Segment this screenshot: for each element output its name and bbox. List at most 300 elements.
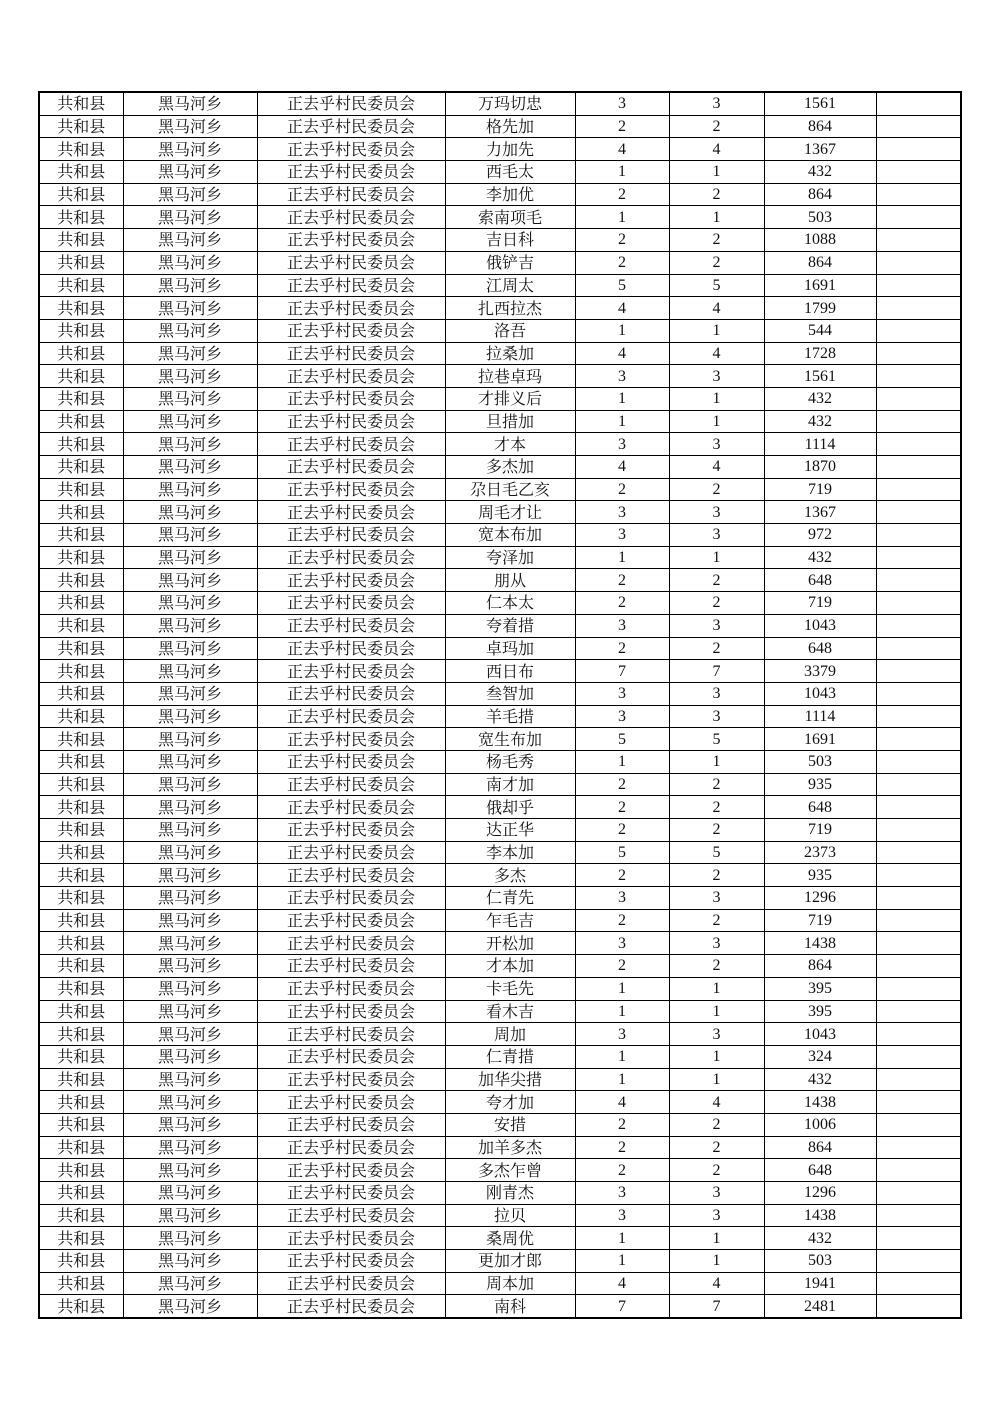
name-cell: 多杰乍曾 [445,1159,575,1182]
household-size-cell: 1 [575,546,669,569]
covered-persons-cell: 1 [669,1227,764,1250]
household-size-cell: 4 [575,1091,669,1114]
household-size-cell: 2 [575,251,669,274]
village-committee-cell: 正去乎村民委员会 [257,909,445,932]
household-size-cell: 5 [575,728,669,751]
covered-persons-cell: 4 [669,297,764,320]
covered-persons-cell: 3 [669,365,764,388]
county-cell: 共和县 [39,1250,123,1273]
amount-cell: 1296 [764,1182,876,1205]
name-cell: 吉日科 [445,229,575,252]
table-row [39,705,961,728]
remark-cell [876,682,961,705]
amount-cell: 1941 [764,1272,876,1295]
township-cell: 黑马河乡 [123,183,257,206]
remark-cell [876,1136,961,1159]
remark-cell [876,1250,961,1273]
township-cell: 黑马河乡 [123,251,257,274]
township-cell: 黑马河乡 [123,1091,257,1114]
township-cell: 黑马河乡 [123,614,257,637]
household-size-cell: 1 [575,977,669,1000]
village-committee-cell: 正去乎村民委员会 [257,433,445,456]
table-row [39,1159,961,1182]
table-row [39,1182,961,1205]
county-cell: 共和县 [39,1045,123,1068]
amount-cell: 1728 [764,342,876,365]
amount-cell: 1114 [764,433,876,456]
remark-cell [876,161,961,184]
remark-cell [876,365,961,388]
county-cell: 共和县 [39,705,123,728]
household-size-cell: 3 [575,682,669,705]
township-cell: 黑马河乡 [123,841,257,864]
covered-persons-cell: 2 [669,1113,764,1136]
covered-persons-cell: 1 [669,546,764,569]
remark-cell [876,183,961,206]
household-size-cell: 2 [575,909,669,932]
township-cell: 黑马河乡 [123,1272,257,1295]
covered-persons-cell: 2 [669,251,764,274]
remark-cell [876,1045,961,1068]
village-committee-cell: 正去乎村民委员会 [257,728,445,751]
township-cell: 黑马河乡 [123,977,257,1000]
township-cell: 黑马河乡 [123,1023,257,1046]
township-cell: 黑马河乡 [123,1000,257,1023]
covered-persons-cell: 1 [669,161,764,184]
table-row [39,478,961,501]
amount-cell: 432 [764,387,876,410]
remark-cell [876,569,961,592]
amount-cell: 3379 [764,660,876,683]
county-cell: 共和县 [39,614,123,637]
township-cell: 黑马河乡 [123,115,257,138]
table-row [39,887,961,910]
name-cell: 仁本太 [445,592,575,615]
table-body [39,92,961,1318]
county-cell: 共和县 [39,660,123,683]
table-row [39,819,961,842]
township-cell: 黑马河乡 [123,728,257,751]
village-committee-cell: 正去乎村民委员会 [257,1295,445,1318]
amount-cell: 648 [764,569,876,592]
table-row [39,1250,961,1273]
household-size-cell: 2 [575,1159,669,1182]
table-row [39,1227,961,1250]
amount-cell: 972 [764,524,876,547]
county-cell: 共和县 [39,1204,123,1227]
remark-cell [876,1295,961,1318]
county-cell: 共和县 [39,1023,123,1046]
household-size-cell: 3 [575,365,669,388]
household-size-cell: 2 [575,773,669,796]
amount-cell: 1114 [764,705,876,728]
village-committee-cell: 正去乎村民委员会 [257,569,445,592]
township-cell: 黑马河乡 [123,955,257,978]
township-cell: 黑马河乡 [123,274,257,297]
table-row [39,1272,961,1295]
township-cell: 黑马河乡 [123,1250,257,1273]
covered-persons-cell: 2 [669,229,764,252]
name-cell: 洛吾 [445,319,575,342]
remark-cell [876,1204,961,1227]
remark-cell [876,1113,961,1136]
amount-cell: 1367 [764,138,876,161]
table-row [39,92,961,115]
name-cell: 俄却乎 [445,796,575,819]
amount-cell: 864 [764,115,876,138]
amount-cell: 1043 [764,682,876,705]
household-size-cell: 1 [575,387,669,410]
table-row [39,1091,961,1114]
amount-cell: 1799 [764,297,876,320]
table-row [39,206,961,229]
household-size-cell: 2 [575,796,669,819]
covered-persons-cell: 3 [669,1182,764,1205]
amount-cell: 432 [764,546,876,569]
county-cell: 共和县 [39,1295,123,1318]
name-cell: 力加先 [445,138,575,161]
amount-cell: 719 [764,478,876,501]
covered-persons-cell: 4 [669,138,764,161]
remark-cell [876,1068,961,1091]
village-committee-cell: 正去乎村民委员会 [257,138,445,161]
name-cell: 叁智加 [445,682,575,705]
amount-cell: 1561 [764,365,876,388]
covered-persons-cell: 5 [669,728,764,751]
amount-cell: 503 [764,206,876,229]
name-cell: 俄铲吉 [445,251,575,274]
covered-persons-cell: 2 [669,183,764,206]
remark-cell [876,887,961,910]
table-row [39,501,961,524]
village-committee-cell: 正去乎村民委员会 [257,1227,445,1250]
township-cell: 黑马河乡 [123,546,257,569]
village-committee-cell: 正去乎村民委员会 [257,524,445,547]
village-committee-cell: 正去乎村民委员会 [257,932,445,955]
name-cell: 格先加 [445,115,575,138]
remark-cell [876,977,961,1000]
county-cell: 共和县 [39,1272,123,1295]
name-cell: 安措 [445,1113,575,1136]
township-cell: 黑马河乡 [123,138,257,161]
name-cell: 卓玛加 [445,637,575,660]
household-size-cell: 2 [575,864,669,887]
remark-cell [876,1227,961,1250]
county-cell: 共和县 [39,1159,123,1182]
village-committee-cell: 正去乎村民委员会 [257,1136,445,1159]
amount-cell: 1438 [764,932,876,955]
covered-persons-cell: 2 [669,796,764,819]
covered-persons-cell: 1 [669,1250,764,1273]
household-size-cell: 1 [575,1068,669,1091]
remark-cell [876,478,961,501]
table-row [39,637,961,660]
remark-cell [876,138,961,161]
amount-cell: 503 [764,1250,876,1273]
county-cell: 共和县 [39,569,123,592]
table-row [39,251,961,274]
remark-cell [876,524,961,547]
remark-cell [876,909,961,932]
covered-persons-cell: 2 [669,637,764,660]
table-row [39,569,961,592]
county-cell: 共和县 [39,115,123,138]
amount-cell: 935 [764,864,876,887]
amount-cell: 648 [764,796,876,819]
village-committee-cell: 正去乎村民委员会 [257,161,445,184]
covered-persons-cell: 1 [669,1068,764,1091]
household-size-cell: 2 [575,478,669,501]
village-committee-cell: 正去乎村民委员会 [257,637,445,660]
county-cell: 共和县 [39,1113,123,1136]
remark-cell [876,773,961,796]
household-size-cell: 4 [575,342,669,365]
remark-cell [876,274,961,297]
amount-cell: 324 [764,1045,876,1068]
covered-persons-cell: 1 [669,410,764,433]
table-row [39,1113,961,1136]
township-cell: 黑马河乡 [123,705,257,728]
covered-persons-cell: 2 [669,909,764,932]
household-size-cell: 7 [575,1295,669,1318]
name-cell: 加羊多杰 [445,1136,575,1159]
county-cell: 共和县 [39,251,123,274]
table-row [39,138,961,161]
township-cell: 黑马河乡 [123,682,257,705]
table-row [39,1023,961,1046]
village-committee-cell: 正去乎村民委员会 [257,1250,445,1273]
table-row [39,524,961,547]
covered-persons-cell: 5 [669,274,764,297]
covered-persons-cell: 2 [669,819,764,842]
table-row [39,750,961,773]
amount-cell: 648 [764,1159,876,1182]
table-row [39,1136,961,1159]
table-row [39,1295,961,1318]
county-cell: 共和县 [39,819,123,842]
name-cell: 周毛才让 [445,501,575,524]
name-cell: 才本加 [445,955,575,978]
amount-cell: 1438 [764,1091,876,1114]
covered-persons-cell: 3 [669,932,764,955]
village-committee-cell: 正去乎村民委员会 [257,796,445,819]
county-cell: 共和县 [39,1136,123,1159]
household-size-cell: 4 [575,1272,669,1295]
county-cell: 共和县 [39,410,123,433]
name-cell: 仁青措 [445,1045,575,1068]
name-cell: 刚青杰 [445,1182,575,1205]
county-cell: 共和县 [39,864,123,887]
table-row [39,796,961,819]
village-committee-cell: 正去乎村民委员会 [257,1068,445,1091]
village-committee-cell: 正去乎村民委员会 [257,1023,445,1046]
household-size-cell: 1 [575,1045,669,1068]
table-row [39,297,961,320]
covered-persons-cell: 1 [669,750,764,773]
name-cell: 扎西拉杰 [445,297,575,320]
covered-persons-cell: 2 [669,955,764,978]
county-cell: 共和县 [39,1091,123,1114]
household-size-cell: 2 [575,229,669,252]
household-size-cell: 1 [575,1227,669,1250]
village-committee-cell: 正去乎村民委员会 [257,387,445,410]
remark-cell [876,410,961,433]
amount-cell: 432 [764,1227,876,1250]
village-committee-cell: 正去乎村民委员会 [257,410,445,433]
household-size-cell: 2 [575,955,669,978]
amount-cell: 864 [764,251,876,274]
amount-cell: 1043 [764,614,876,637]
amount-cell: 864 [764,955,876,978]
county-cell: 共和县 [39,206,123,229]
household-size-cell: 7 [575,660,669,683]
township-cell: 黑马河乡 [123,1136,257,1159]
remark-cell [876,387,961,410]
table-row [39,274,961,297]
village-committee-cell: 正去乎村民委员会 [257,841,445,864]
household-size-cell: 1 [575,410,669,433]
village-committee-cell: 正去乎村民委员会 [257,274,445,297]
amount-cell: 1561 [764,92,876,115]
village-committee-cell: 正去乎村民委员会 [257,819,445,842]
amount-cell: 1296 [764,887,876,910]
amount-cell: 395 [764,977,876,1000]
village-committee-cell: 正去乎村民委员会 [257,1000,445,1023]
name-cell: 才排义后 [445,387,575,410]
amount-cell: 935 [764,773,876,796]
data-table [38,91,962,1319]
village-committee-cell: 正去乎村民委员会 [257,977,445,1000]
name-cell: 看木吉 [445,1000,575,1023]
name-cell: 多杰 [445,864,575,887]
township-cell: 黑马河乡 [123,387,257,410]
table-row [39,229,961,252]
table-row [39,864,961,887]
township-cell: 黑马河乡 [123,887,257,910]
county-cell: 共和县 [39,955,123,978]
table-row [39,183,961,206]
county-cell: 共和县 [39,501,123,524]
county-cell: 共和县 [39,1182,123,1205]
village-committee-cell: 正去乎村民委员会 [257,456,445,479]
name-cell: 才本 [445,433,575,456]
covered-persons-cell: 3 [669,1204,764,1227]
remark-cell [876,297,961,320]
household-size-cell: 3 [575,1023,669,1046]
name-cell: 达正华 [445,819,575,842]
township-cell: 黑马河乡 [123,410,257,433]
village-committee-cell: 正去乎村民委员会 [257,864,445,887]
remark-cell [876,1272,961,1295]
household-size-cell: 2 [575,592,669,615]
remark-cell [876,864,961,887]
table-row [39,161,961,184]
covered-persons-cell: 2 [669,864,764,887]
household-size-cell: 4 [575,456,669,479]
covered-persons-cell: 2 [669,1136,764,1159]
village-committee-cell: 正去乎村民委员会 [257,1204,445,1227]
name-cell: 旦措加 [445,410,575,433]
name-cell: 尕日毛乙亥 [445,478,575,501]
table-row [39,660,961,683]
remark-cell [876,433,961,456]
village-committee-cell: 正去乎村民委员会 [257,773,445,796]
township-cell: 黑马河乡 [123,773,257,796]
covered-persons-cell: 3 [669,524,764,547]
village-committee-cell: 正去乎村民委员会 [257,478,445,501]
name-cell: 拉巷卓玛 [445,365,575,388]
table-row [39,456,961,479]
name-cell: 万玛切忠 [445,92,575,115]
county-cell: 共和县 [39,728,123,751]
village-committee-cell: 正去乎村民委员会 [257,342,445,365]
county-cell: 共和县 [39,1000,123,1023]
amount-cell: 1043 [764,1023,876,1046]
amount-cell: 2481 [764,1295,876,1318]
county-cell: 共和县 [39,161,123,184]
name-cell: 加华尖措 [445,1068,575,1091]
covered-persons-cell: 1 [669,319,764,342]
table-row [39,841,961,864]
household-size-cell: 1 [575,750,669,773]
county-cell: 共和县 [39,274,123,297]
household-size-cell: 1 [575,319,669,342]
township-cell: 黑马河乡 [123,501,257,524]
covered-persons-cell: 2 [669,1159,764,1182]
township-cell: 黑马河乡 [123,319,257,342]
covered-persons-cell: 4 [669,1091,764,1114]
covered-persons-cell: 3 [669,682,764,705]
household-size-cell: 1 [575,1250,669,1273]
name-cell: 卡毛先 [445,977,575,1000]
village-committee-cell: 正去乎村民委员会 [257,750,445,773]
county-cell: 共和县 [39,977,123,1000]
household-size-cell: 3 [575,1204,669,1227]
county-cell: 共和县 [39,478,123,501]
county-cell: 共和县 [39,183,123,206]
county-cell: 共和县 [39,456,123,479]
remark-cell [876,955,961,978]
table-row [39,682,961,705]
name-cell: 夸着措 [445,614,575,637]
village-committee-cell: 正去乎村民委员会 [257,115,445,138]
name-cell: 多杰加 [445,456,575,479]
amount-cell: 395 [764,1000,876,1023]
township-cell: 黑马河乡 [123,909,257,932]
village-committee-cell: 正去乎村民委员会 [257,206,445,229]
village-committee-cell: 正去乎村民委员会 [257,705,445,728]
covered-persons-cell: 2 [669,478,764,501]
township-cell: 黑马河乡 [123,569,257,592]
covered-persons-cell: 2 [669,569,764,592]
table-row [39,546,961,569]
household-size-cell: 3 [575,433,669,456]
table-row [39,773,961,796]
township-cell: 黑马河乡 [123,1045,257,1068]
remark-cell [876,1182,961,1205]
amount-cell: 1006 [764,1113,876,1136]
remark-cell [876,319,961,342]
township-cell: 黑马河乡 [123,660,257,683]
name-cell: 索南项毛 [445,206,575,229]
amount-cell: 544 [764,319,876,342]
village-committee-cell: 正去乎村民委员会 [257,297,445,320]
remark-cell [876,750,961,773]
name-cell: 李本加 [445,841,575,864]
household-size-cell: 3 [575,524,669,547]
remark-cell [876,115,961,138]
remark-cell [876,456,961,479]
